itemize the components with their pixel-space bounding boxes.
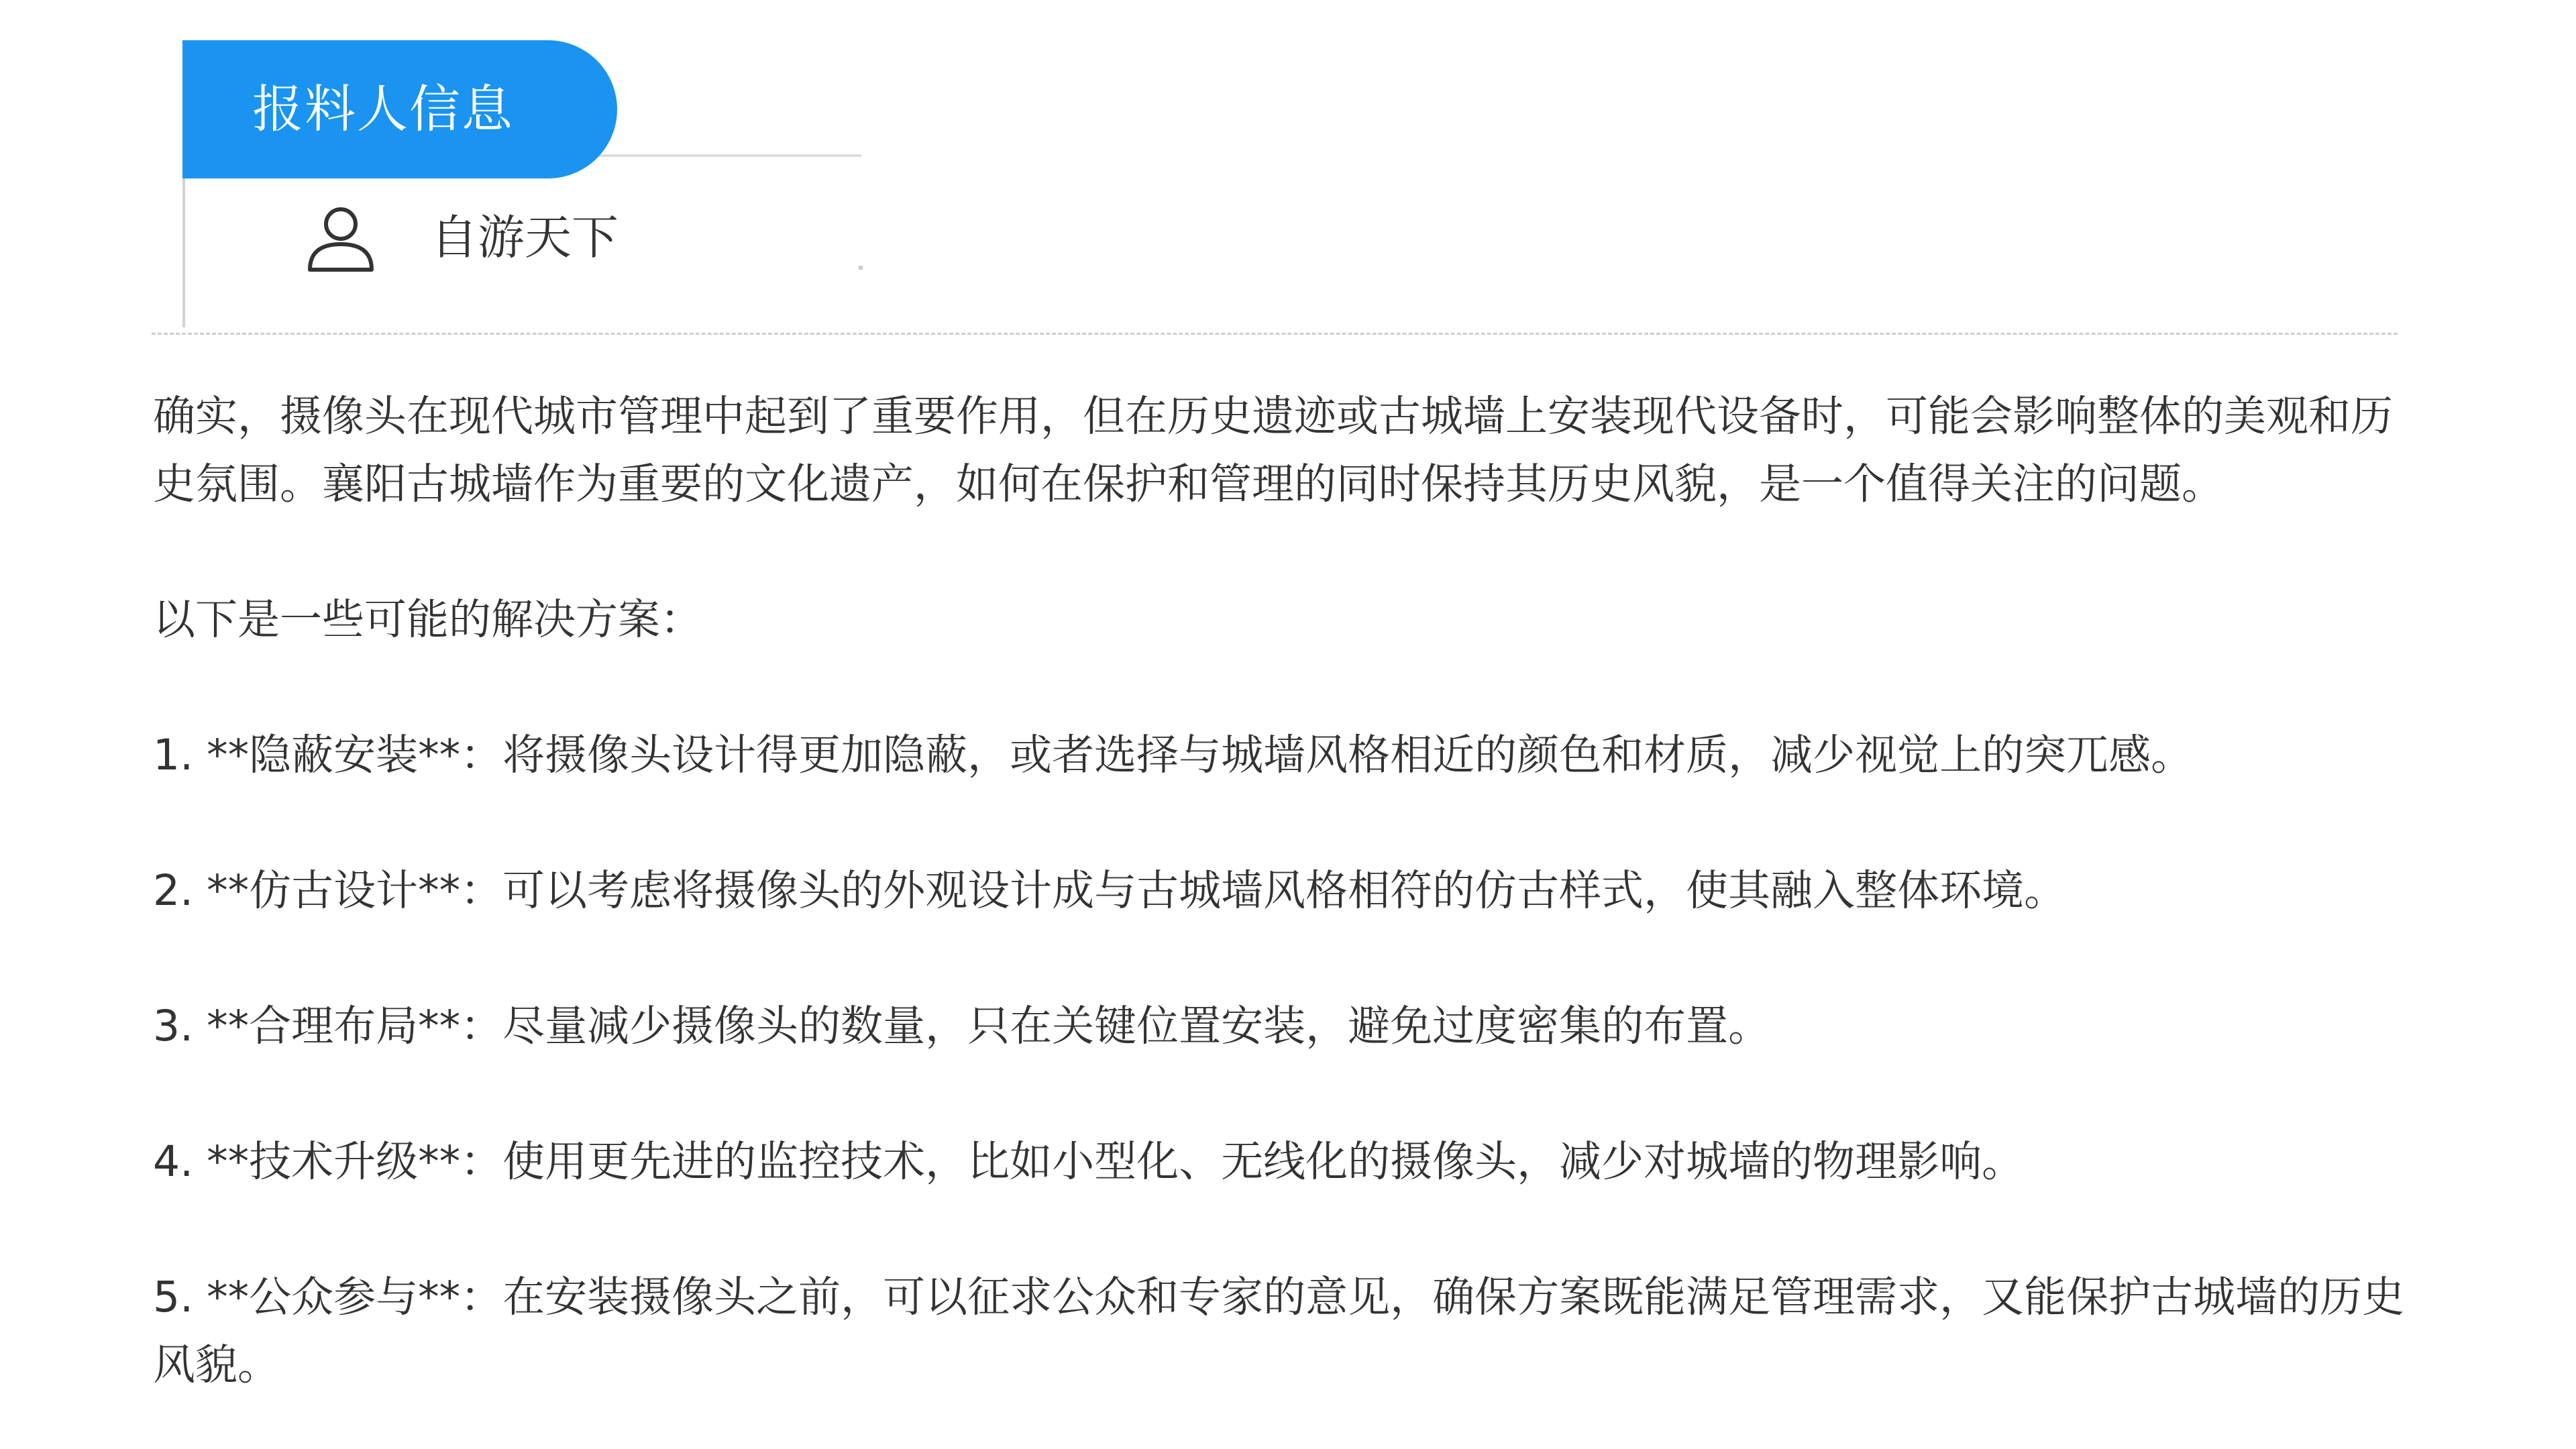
post-list-item-2: 2. **仿古设计**：可以考虑将摄像头的外观设计成与古城墙风格相符的仿古样式，使其融入整体环境。 xyxy=(153,866,2067,915)
card-top-border xyxy=(585,154,861,157)
post-paragraph-lead: 以下是一些可能的解决方案： xyxy=(153,595,702,644)
reporter-user[interactable] xyxy=(303,199,619,276)
post-list-item-1: 1. **隐蔽安装**：将摄像头设计得更加隐蔽，或者选择与城墙风格相近的颜色和材质，减少视觉上的突兀感。 xyxy=(153,731,2194,780)
card-left-border xyxy=(182,178,185,327)
reporter-info-tab xyxy=(182,40,617,178)
post-list-item-4: 4. **技术升级**：使用更先进的监控技术，比如小型化、无线化的摄像头，减少对城墙的物理影响。 xyxy=(153,1137,2025,1186)
reporter-name[interactable]: 自游天下 xyxy=(431,210,619,265)
reporter-info-tab-label: 报料人信息 xyxy=(252,79,514,139)
post-list-item-3: 3. **合理布局**：尽量减少摄像头的数量，只在关键位置安装，避免过度密集的布置。 xyxy=(153,1002,1771,1051)
post-content xyxy=(153,382,2407,1399)
section-divider xyxy=(152,333,2398,335)
post-paragraph-intro: 确实，摄像头在现代城市管理中起到了重要作用，但在历史遗迹或古城墙上安装现代设备时，可能会影响整体的美观和历史氛围。襄阳古城墙作为重要的文化遗产，如何在保护和管理的同时保持其历史风貌，是一个值得关注的问题。 xyxy=(153,392,2393,508)
card-edge-mark xyxy=(859,266,863,270)
reporter-info-card xyxy=(182,40,679,288)
user-icon xyxy=(303,200,378,275)
post-list-item-5: 5. **公众参与**：在安装摄像头之前，可以征求公众和专家的意见，确保方案既能满足管理需求，又能保护古城墙的历史风貌。 xyxy=(153,1273,2405,1389)
